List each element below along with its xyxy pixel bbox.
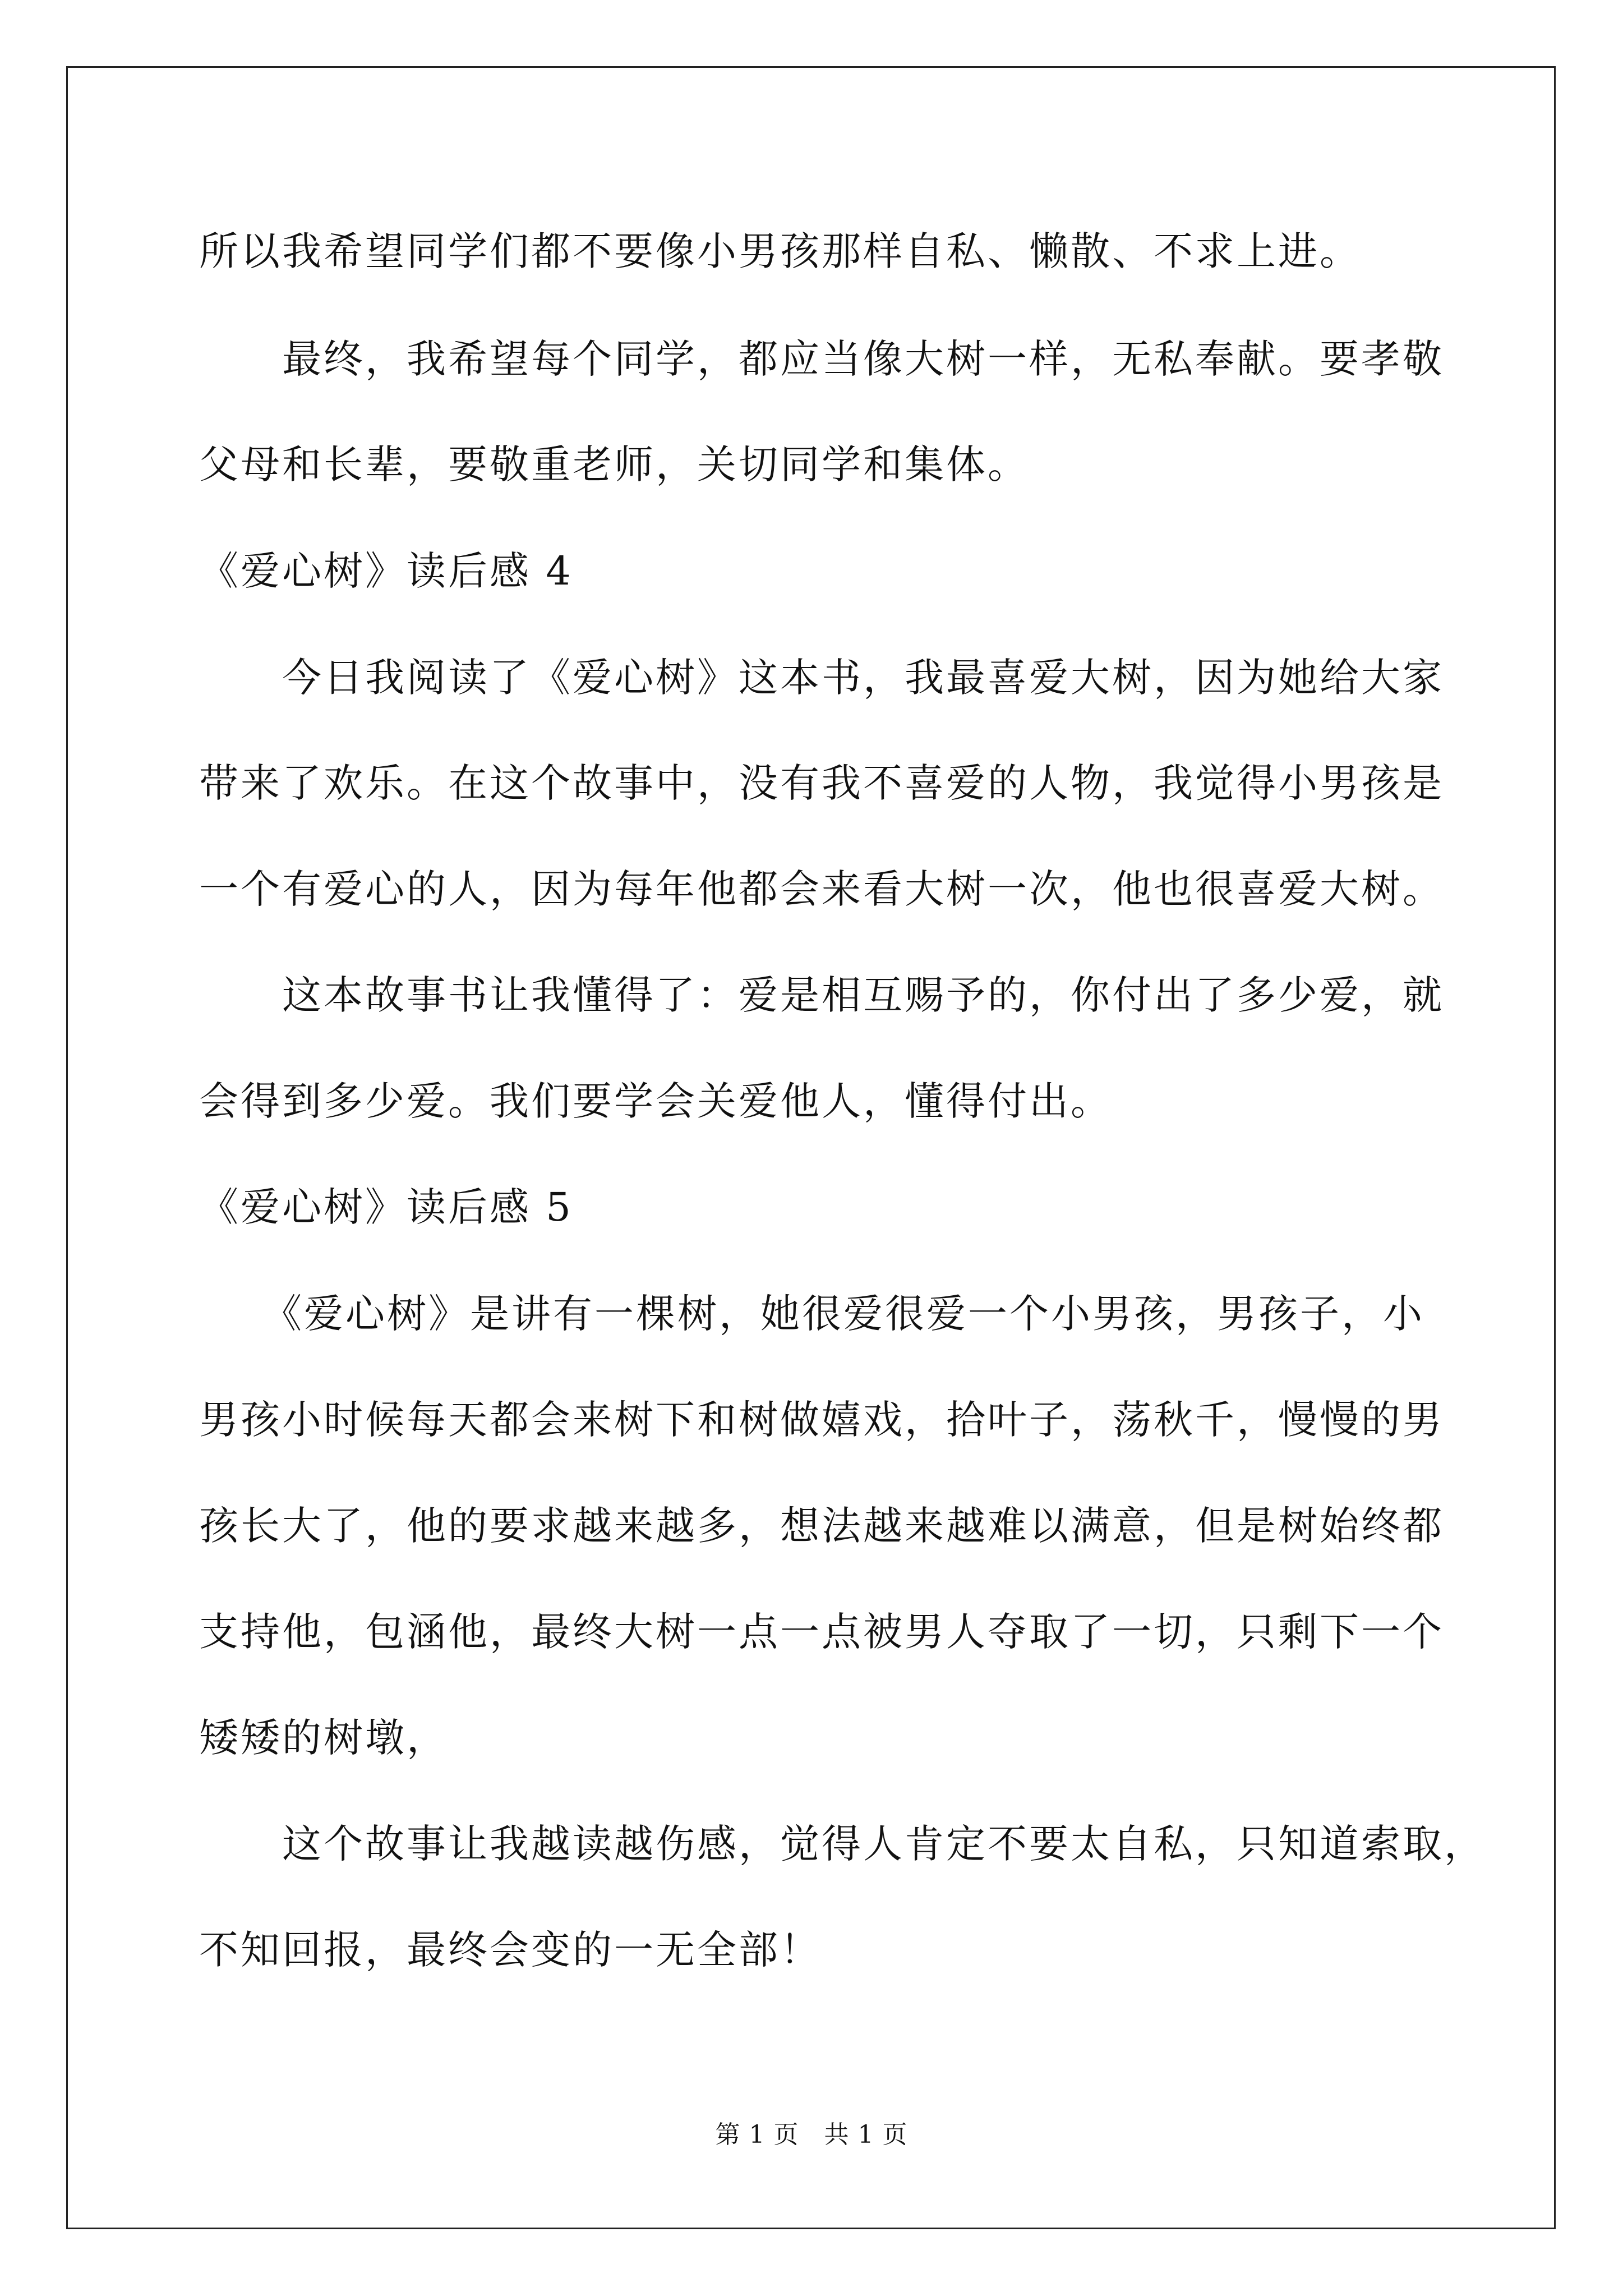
page-border bbox=[66, 66, 1556, 2229]
text-line: 今日我阅读了《爱心树》这本书，我最喜爱大树，因为她给大家 bbox=[199, 655, 1444, 701]
section-heading: 《爱心树》读后感 5 bbox=[199, 1184, 573, 1230]
text-line: 所以我希望同学们都不要像小男孩那样自私、懒散、不求上进。 bbox=[199, 228, 1361, 274]
text-line: 这个故事让我越读越伤感，觉得人肯定不要太自私，只知道索取， bbox=[199, 1821, 1486, 1867]
text-line: 孩长大了，他的要求越来越多，想法越来越难以满意，但是树始终都 bbox=[199, 1503, 1444, 1549]
text-line: 父母和长辈，要敬重老师，关切同学和集体。 bbox=[199, 441, 1029, 487]
text-line: 最终，我希望每个同学，都应当像大树一样，无私奉献。要孝敬 bbox=[199, 336, 1444, 382]
text-line: 这本故事书让我懂得了：爱是相互赐予的，你付出了多少爱，就 bbox=[199, 972, 1444, 1018]
page-footer: 第 1 页 共 1 页 bbox=[715, 2120, 908, 2149]
text-line: 一个有爱心的人，因为每年他都会来看大树一次，他也很喜爱大树。 bbox=[199, 866, 1444, 912]
text-line: 矮矮的树墩， bbox=[199, 1715, 448, 1761]
text-line: 不知回报，最终会变的一无全部！ bbox=[199, 1927, 822, 1973]
text-line: 《爱心树》是讲有一棵树，她很爱很爱一个小男孩，男孩子，小 bbox=[199, 1291, 1424, 1337]
text-line: 支持他，包涵他，最终大树一点一点被男人夺取了一切，只剩下一个 bbox=[199, 1609, 1444, 1655]
text-line: 男孩小时候每天都会来树下和树做嬉戏，拾叶子，荡秋千，慢慢的男 bbox=[199, 1397, 1444, 1443]
section-heading: 《爱心树》读后感 4 bbox=[199, 548, 573, 594]
text-line: 会得到多少爱。我们要学会关爱他人，懂得付出。 bbox=[199, 1078, 1112, 1124]
text-line: 带来了欢乐。在这个故事中，没有我不喜爱的人物，我觉得小男孩是 bbox=[199, 760, 1444, 806]
